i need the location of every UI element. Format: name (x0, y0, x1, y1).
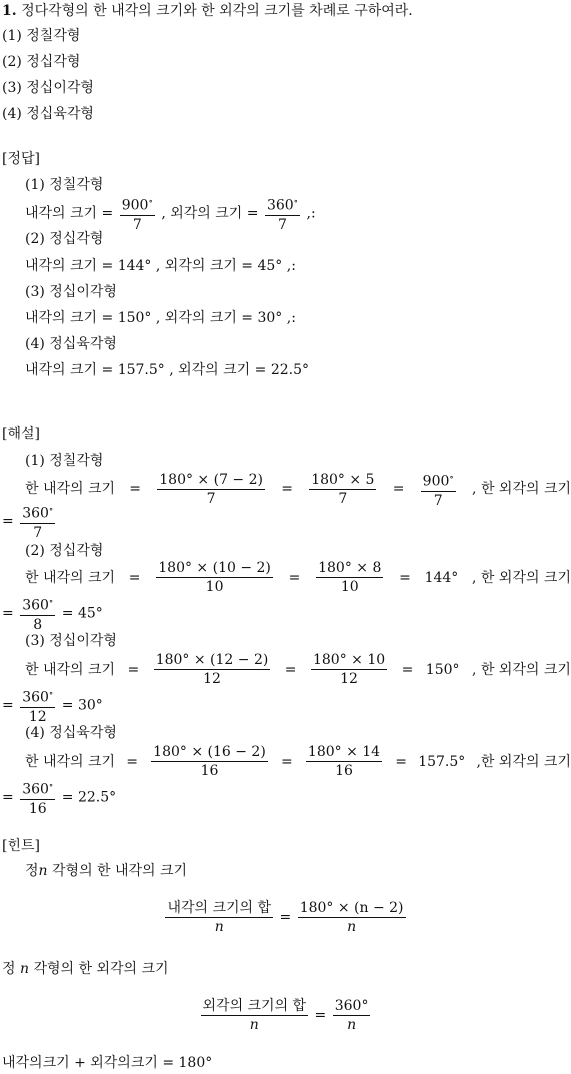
problem-item: (4) 정십육각형 (2, 106, 94, 122)
explanation-outer: = $\frac{360^\circ}{12}$ = 30° (2, 686, 103, 725)
hint-last-line: 내각의크기 + 외각의크기 = 180° (2, 1055, 213, 1071)
explanation-label: (1) 정칠각형 (25, 453, 104, 469)
answer-label: (4) 정십육각형 (25, 336, 117, 352)
explanation-line: 한 내각의 크기 = $\frac{180^\circ \times (16 - 2)}{16}$ = $\frac{180^\circ \times 14}{16}$ = 157.5° ,한 외각의 크기 (25, 744, 571, 779)
problem-prompt: 정다각형의 한 내각의 크기와 한 외각의 크기를 차례로 구하여라. (21, 3, 413, 19)
outer-angle-lead: , 외각의 크기 = (161, 205, 259, 222)
problem-item: (3) 정십이각형 (2, 80, 94, 96)
problem-item: (1) 정칠각형 (2, 28, 81, 44)
explanation-label: (3) 정십이각형 (25, 633, 117, 649)
fraction: $\frac{900^\circ}{7}$ (120, 194, 155, 233)
answer-heading: [정답] (2, 151, 40, 167)
explanation-line: 한 내각의 크기 = $\frac{180^\circ \times (12 - 2)}{12}$ = $\frac{180^\circ \times 10}{12}$ = 150° , 한 외각의 크기 (25, 652, 571, 687)
hint-formula: $\frac{\text{외각의 크기의 합}}{n}$ = $\frac{360^\circ}{n}$ (202, 998, 369, 1033)
problem-number: 1. (2, 3, 17, 19)
explanation-outer: = $\frac{360^\circ}{7}$ (2, 502, 57, 541)
explanation-heading: [해설] (2, 426, 40, 442)
hint-heading: [힌트] (2, 838, 40, 854)
answer-line: 내각의 크기 = 150° , 외각의 크기 = 30° ,: (25, 310, 296, 326)
fraction: $\frac{360^\circ}{7}$ (265, 194, 300, 233)
explanation-label: (2) 정십각형 (25, 543, 104, 559)
explanation-label: (4) 정십육각형 (25, 725, 117, 741)
explanation-outer: = $\frac{360^\circ}{16}$ = 22.5° (2, 778, 116, 817)
answer-line: 내각의 크기 = 157.5° , 외각의 크기 = 22.5° (25, 362, 310, 378)
inner-angle-lead: 내각의 크기 = (25, 205, 114, 222)
answer-label: (3) 정십이각형 (25, 284, 117, 300)
explanation-line: 한 내각의 크기 = $\frac{180^\circ \times (10 - 2)}{10}$ = $\frac{180^\circ \times 8}{10}$ = 144° , 한 외각의 크기 (25, 560, 571, 595)
answer-line: 내각의 크기 = 144° , 외각의 크기 = 45° ,: (25, 258, 296, 274)
hint-formula: $\frac{\text{내각의 크기의 합}}{n}$ = $\frac{180^\circ \times (n - 2)}{n}$ (167, 900, 404, 935)
hint-line: 정 n 각형의 한 외각의 크기 (2, 961, 169, 977)
answer-label: (2) 정십각형 (25, 231, 104, 247)
hint-line: 정n 각형의 한 내각의 크기 (25, 863, 188, 879)
explanation-outer: = $\frac{360^\circ}{8}$ = 45° (2, 594, 103, 633)
problem-item: (2) 정십각형 (2, 54, 81, 70)
explanation-line: 한 내각의 크기 = $\frac{180^\circ \times (7 - 2)}{7}$ = $\frac{180^\circ \times 5}{7}$ = $\frac{900^\circ}{7}$ , 한 외각의 크기 (25, 471, 571, 509)
problem-line (2, 2, 413, 20)
answer-line: 내각의 크기 = $\frac{900^\circ}{7}$ , 외각의 크기 = $\frac{360^\circ}{7}$ ,: (25, 194, 316, 233)
answer-label: (1) 정칠각형 (25, 177, 104, 193)
